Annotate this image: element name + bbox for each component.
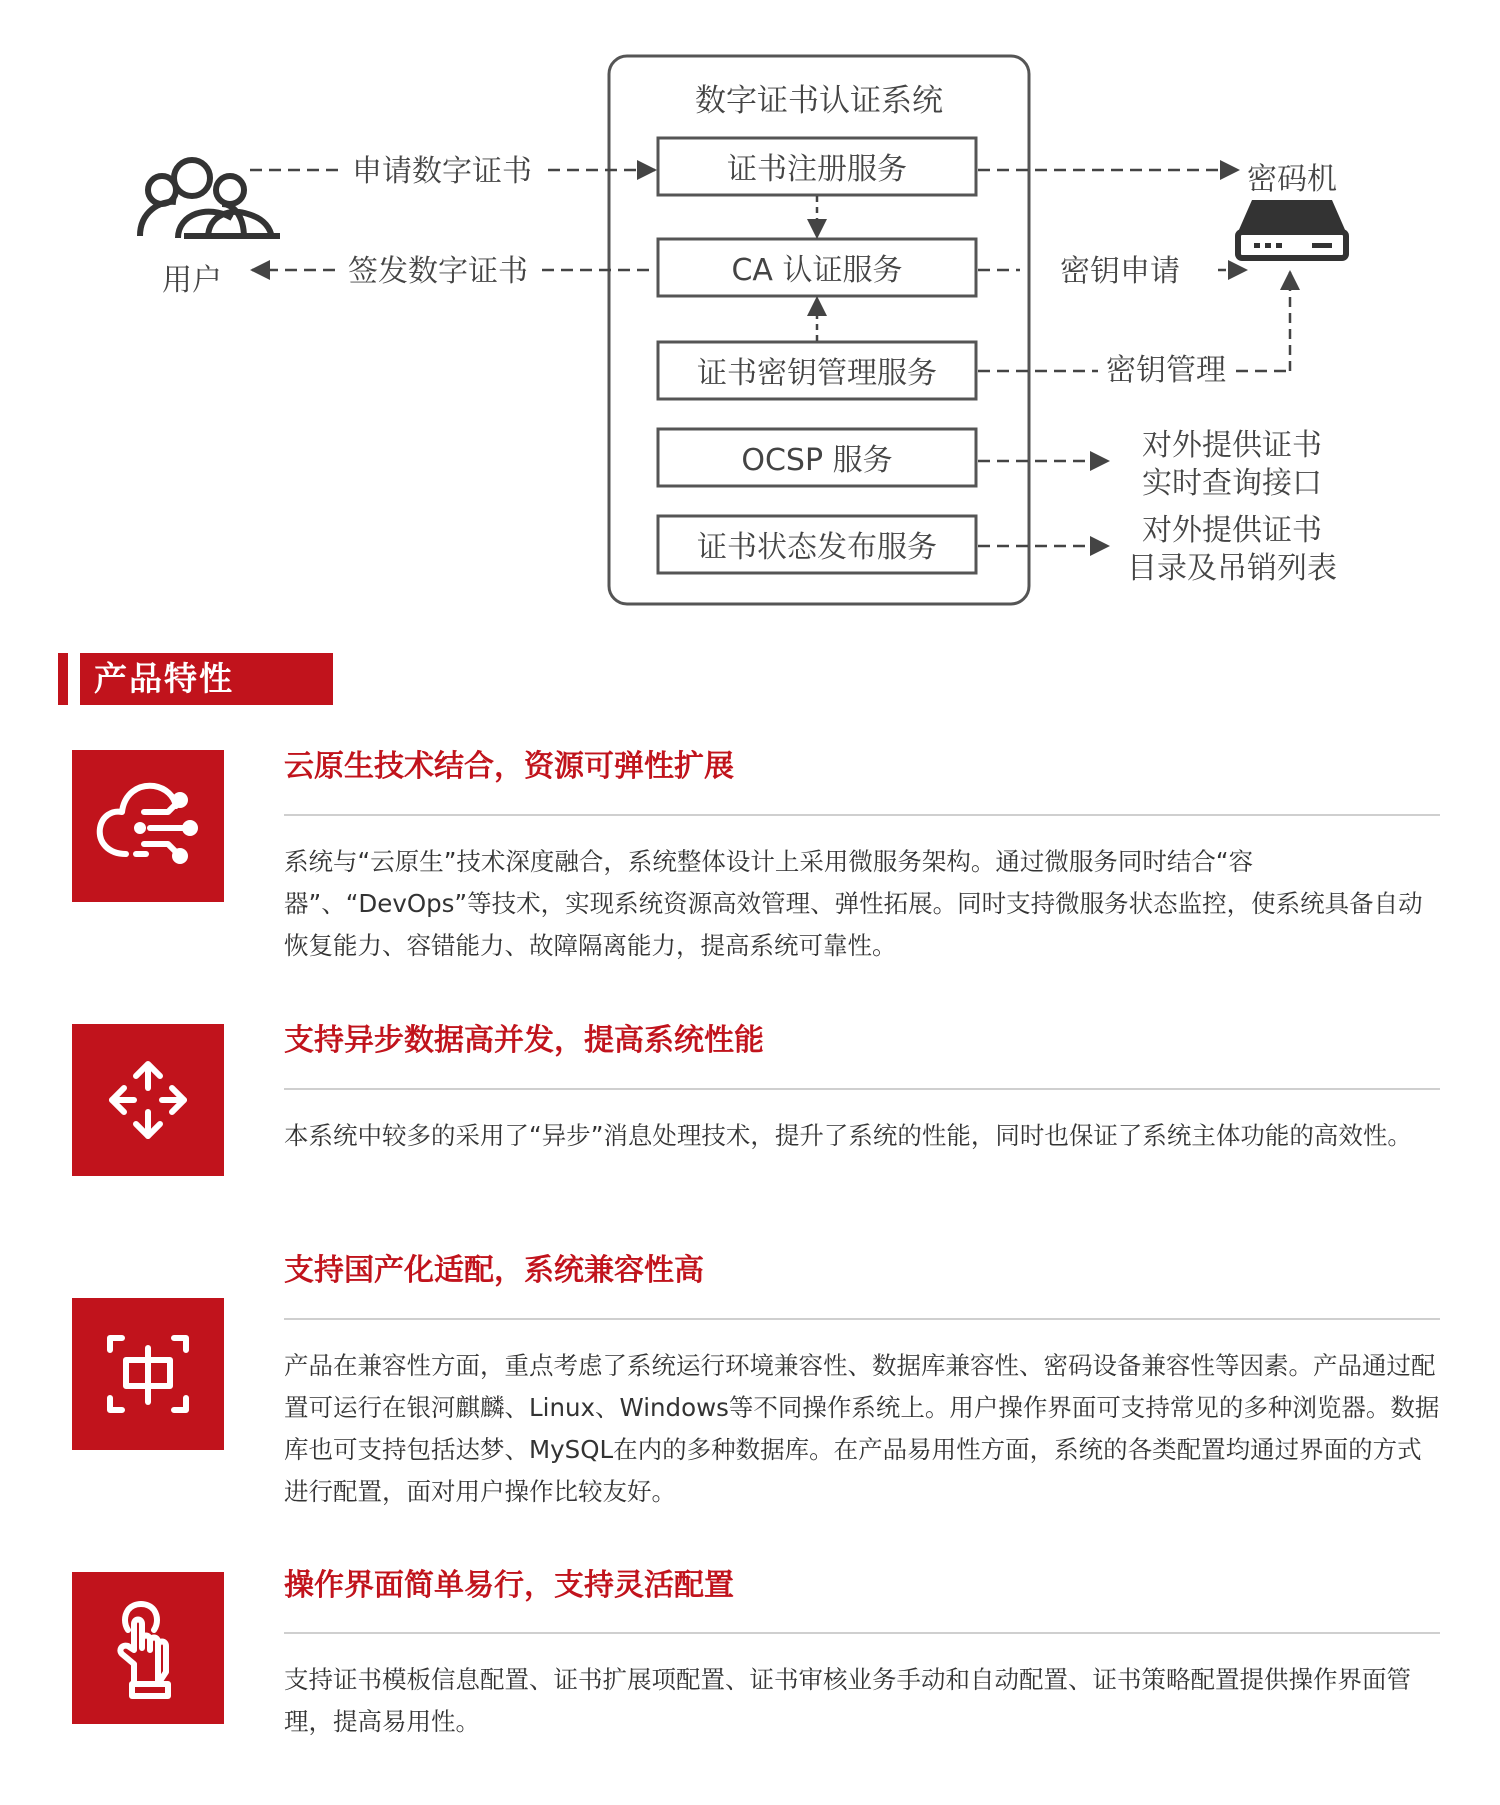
service-label: 证书注册服务	[727, 152, 907, 187]
feature-title: 支持国产化适配，系统兼容性高	[284, 1253, 704, 1288]
touch-hand-icon	[72, 1572, 224, 1724]
service-status-publish	[658, 516, 976, 573]
architecture-diagram	[0, 0, 1500, 640]
system-title: 数字证书认证系统	[695, 83, 943, 119]
feature-description: 产品在兼容性方面，重点考虑了系统运行环境兼容性、数据库兼容性、密码设备兼容性等因素。产品通过配置可运行在银河麒麟、Linux、Windows等不同操作系统上。用户操作界面可支持常见的多种浏览器。数据库也可支持包括达梦、MySQL在内的多种数据库。在产品易用性方面，系统的各类配置均通过界面的方式进行配置，面对用户操作比较友好。	[284, 1351, 1440, 1506]
service-key-management	[658, 342, 976, 399]
flow-key-request-label: 密钥申请	[1060, 254, 1180, 289]
section-header	[58, 653, 333, 705]
feature-title: 云原生技术结合，资源可弹性扩展	[284, 749, 734, 784]
flow-apply-label: 申请数字证书	[352, 154, 532, 189]
feature-divider	[284, 1632, 1440, 1634]
flow-crl-label-1: 对外提供证书	[1142, 513, 1322, 548]
user-label: 用户	[162, 263, 222, 298]
feature-divider	[284, 1318, 1440, 1320]
flow-ocsp-label-2: 实时查询接口	[1142, 466, 1322, 501]
cloud-native-icon	[72, 750, 224, 902]
device-label: 密码机	[1247, 162, 1337, 197]
zhong-scan-icon	[72, 1298, 224, 1450]
service-label: 证书状态发布服务	[697, 530, 937, 565]
feature-description: 本系统中较多的采用了“异步”消息处理技术，提升了系统的性能，同时也保证了系统主体功能的高效性。	[284, 1121, 1412, 1150]
flow-crl-label-2: 目录及吊销列表	[1127, 551, 1337, 586]
flow-ocsp-label-1: 对外提供证书	[1142, 428, 1322, 463]
service-label: CA 认证服务	[731, 253, 903, 288]
flow-issue-label: 签发数字证书	[348, 254, 528, 289]
user-group-icon	[140, 160, 280, 238]
feature-title: 操作界面简单易行，支持灵活配置	[284, 1568, 734, 1603]
service-registration	[658, 138, 976, 195]
feature-divider	[284, 1088, 1440, 1090]
service-label: OCSP 服务	[741, 443, 893, 478]
service-ca	[658, 239, 976, 296]
section-accent-bar	[58, 653, 68, 705]
flow-key-manage-label: 密钥管理	[1106, 353, 1226, 388]
feature-divider	[284, 814, 1440, 816]
feature-title: 支持异步数据高并发，提高系统性能	[284, 1023, 764, 1058]
service-ocsp	[658, 429, 976, 486]
four-way-arrows-icon	[72, 1024, 224, 1176]
section-title: 产品特性	[94, 659, 234, 698]
hsm-device-icon	[1238, 200, 1346, 258]
feature-description: 系统与“云原生”技术深度融合，系统整体设计上采用微服务架构。通过微服务同时结合“容器”、“DevOps”等技术，实现系统资源高效管理、弹性拓展。同时支持微服务状态监控，使系统具备自动恢复能力、容错能力、故障隔离能力，提高系统可靠性。	[284, 847, 1423, 960]
feature-description: 支持证书模板信息配置、证书扩展项配置、证书审核业务手动和自动配置、证书策略配置提供操作界面管理，提高易用性。	[284, 1665, 1411, 1736]
service-label: 证书密钥管理服务	[697, 356, 937, 391]
